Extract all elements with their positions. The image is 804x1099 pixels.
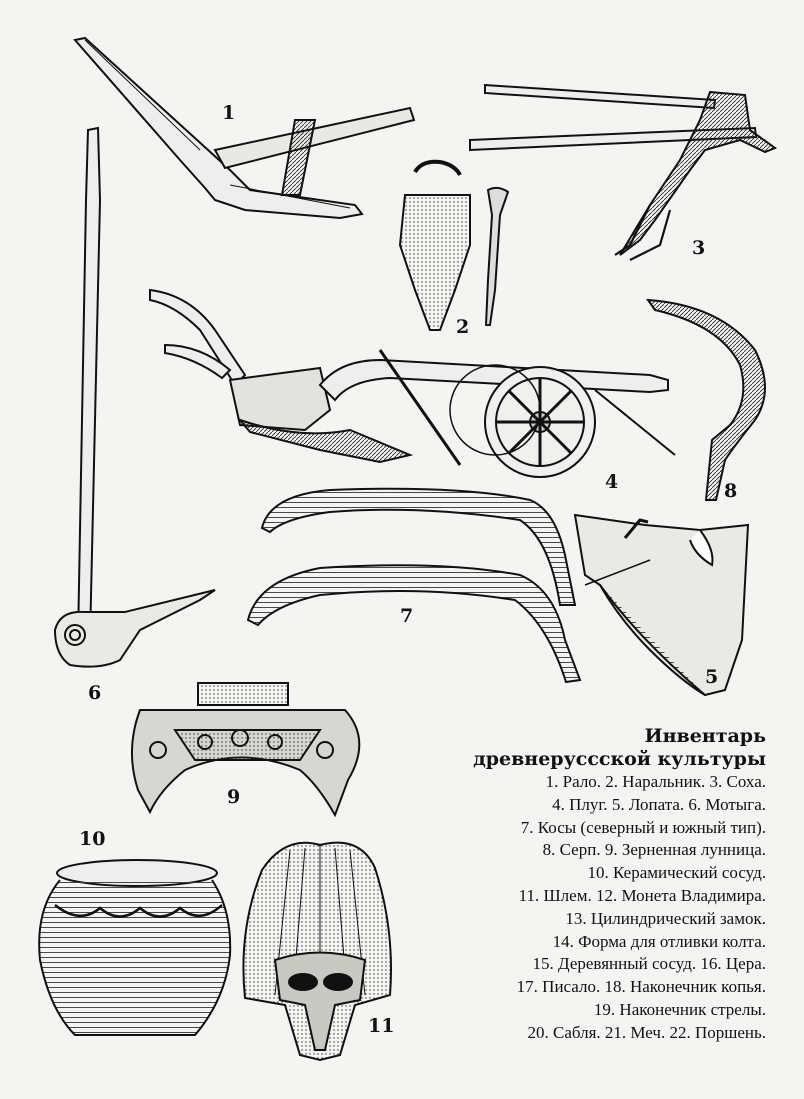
caption-line: 17. Писало. 18. Наконечник копья. <box>516 977 766 997</box>
motyga-drawing <box>55 128 215 667</box>
label-2: 2 <box>456 316 470 338</box>
lopata-drawing <box>575 515 748 695</box>
serp-drawing <box>648 300 765 500</box>
caption-line: 14. Форма для отливки колта. <box>552 931 766 951</box>
caption-line: 13. Цилиндрический замок. <box>565 908 766 928</box>
caption-line: 19. Наконечник стрелы. <box>593 999 766 1019</box>
naralnik-drawing <box>400 162 508 330</box>
label-4: 4 <box>605 471 619 493</box>
caption-line: 11. Шлем. 12. Монета Владимира. <box>518 885 766 905</box>
pot-drawing <box>39 860 230 1035</box>
caption-line: 10. Керамический сосуд. <box>587 863 766 883</box>
caption-title-line1: Инвентарь <box>644 725 766 747</box>
kosy-drawing <box>248 489 580 682</box>
caption-line: 7. Косы (северный и южный тип). <box>520 817 766 837</box>
label-3: 3 <box>692 237 706 259</box>
label-1: 1 <box>222 102 236 124</box>
label-10: 10 <box>79 828 106 850</box>
caption-line: 1. Рало. 2. Наральник. 3. Соха. <box>545 772 766 791</box>
plug-drawing <box>150 290 675 477</box>
caption-title-line2: древнерусcской культуры <box>473 748 766 770</box>
caption-line: 15. Деревянный сосуд. 16. Цера. <box>532 954 766 974</box>
label-9: 9 <box>227 786 241 808</box>
lunnitsa-drawing <box>132 683 359 815</box>
ralo-drawing <box>75 38 414 218</box>
caption-line: 8. Серп. 9. Зерненная лунница. <box>542 840 766 860</box>
caption-block <box>346 725 766 1045</box>
label-6: 6 <box>88 682 102 704</box>
label-7: 7 <box>400 605 414 627</box>
sokha-drawing <box>470 85 775 260</box>
label-5: 5 <box>705 666 719 688</box>
caption-line: 20. Сабля. 21. Меч. 22. Поршень. <box>527 1022 766 1042</box>
caption-line: 4. Плуг. 5. Лопата. 6. Мотыга. <box>552 794 766 814</box>
label-11: 11 <box>368 1015 395 1037</box>
label-8: 8 <box>724 480 738 502</box>
